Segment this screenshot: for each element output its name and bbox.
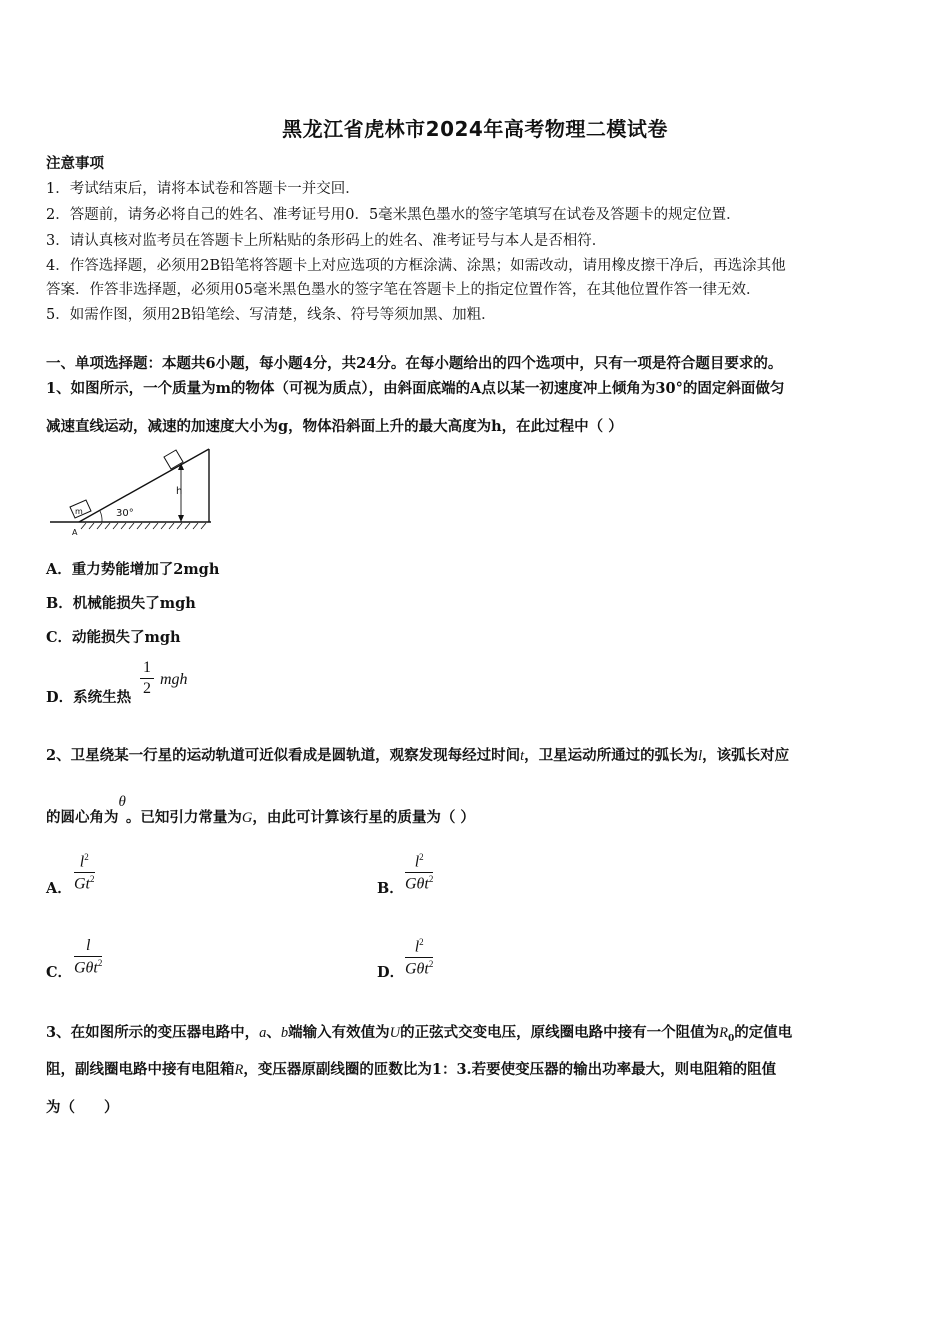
mass-label: m: [75, 507, 83, 516]
block-bottom: [70, 500, 91, 518]
q1-stem-line2: 减速直线运动，减速的加速度大小为g，物体沿斜面上升的最大高度为h，在此过程中（ ）: [46, 418, 623, 435]
q2-option-b[interactable]: B．: [377, 880, 404, 897]
fraction-denominator: Gθt: [405, 875, 429, 893]
fraction-numerator: l: [79, 853, 85, 871]
point-label: A: [72, 528, 78, 537]
q2-text: ，该弧长对应: [702, 747, 790, 764]
q2-stem-line2: [46, 794, 475, 827]
q3-var-a: a: [259, 1025, 267, 1041]
exponent: 2: [419, 852, 424, 862]
q1-option-b[interactable]: B．机械能损失了mgh: [46, 595, 196, 612]
page-title: 黑龙江省虎林市2024年高考物理二模试卷: [282, 117, 668, 141]
exponent: 2: [428, 874, 434, 885]
q2-option-b-fraction: [405, 852, 433, 894]
q3-text: 的正弦式交变电压，原线圈电路中接有一个阻值为: [400, 1024, 720, 1041]
q2-text: ，卫星运动所通过的弧长为: [524, 747, 699, 764]
notice-item: 4．作答选择题，必须用2B铅笔将答题卡上对应选项的方框涂满、涂黑；如需改动，请用橡皮擦干净后，再选涂其他: [46, 258, 786, 274]
q2-var-t: t: [520, 748, 525, 764]
q1-option-d-label: D．系统生热: [46, 689, 132, 706]
q2-var-theta: θ: [118, 794, 126, 810]
notice-item: 5．如需作图，须用2B铅笔绘、写清楚，线条、符号等须加黑、加粗．: [46, 307, 496, 323]
notice-item: 2．答题前，请务必将自己的姓名、准考证号用0．5毫米黑色墨水的签字笔填写在试卷及答题卡的规定位置．: [46, 207, 741, 223]
incline-figure: [46, 445, 216, 537]
fraction-denominator: Gθt: [405, 960, 429, 978]
notice-item: 1．考试结束后，请将本试卷和答题卡一并交回．: [46, 181, 360, 197]
notice-item: 答案．作答非选择题，必须用05毫米黑色墨水的签字笔在答题卡上的指定位置作答，在其他位置作答一律无效．: [46, 282, 761, 298]
q3-stem-line1: [46, 1021, 792, 1044]
q3-text: 3、在如图所示的变压器电路中，: [46, 1024, 260, 1041]
q1-option-c[interactable]: C．动能损失了mgh: [46, 629, 181, 646]
exponent: 2: [90, 874, 95, 885]
q3-var-R0: R: [719, 1025, 728, 1041]
q2-option-a[interactable]: A．: [46, 880, 72, 897]
fraction-denominator: Gt: [74, 875, 90, 893]
notice-heading: 注意事项: [46, 155, 104, 172]
q3-text: 端输入有效值为: [288, 1024, 390, 1041]
q2-option-c[interactable]: C．: [46, 964, 73, 981]
q3-subscript: 0: [727, 1033, 735, 1044]
fraction-numerator: l: [414, 853, 420, 871]
exponent: 2: [84, 852, 89, 862]
fraction-numerator: l: [414, 938, 420, 956]
notice-item: 3．请认真核对监考员在答题卡上所粘贴的条形码上的姓名、准考证号与本人是否相符．: [46, 233, 607, 249]
exponent: 2: [428, 959, 434, 970]
q2-option-a-fraction: [74, 852, 95, 894]
fraction-numerator: 1: [140, 659, 154, 679]
q1-option-d[interactable]: [46, 686, 131, 707]
angle-label: 30°: [116, 508, 134, 519]
q2-var-G: G: [241, 810, 253, 826]
q2-text: ，由此可计算该行星的质量为（ ）: [252, 809, 475, 826]
q2-text: 。已知引力常量为: [125, 809, 242, 826]
q3-text: 、: [266, 1024, 281, 1041]
height-label: h: [176, 486, 183, 497]
q2-option-d-fraction: [405, 937, 433, 979]
q2-var-l: l: [698, 748, 703, 764]
q1-stem-line1: 1、如图所示，一个质量为m的物体（可视为质点），由斜面底端的A点以某一初速度冲上倾角为30°的固定斜面做匀: [46, 380, 785, 397]
exponent: 2: [97, 958, 103, 968]
q2-stem-line1: [46, 744, 789, 765]
q3-var-U: U: [389, 1025, 401, 1041]
q3-text: 的定值电: [734, 1024, 793, 1041]
exponent: 2: [419, 937, 424, 947]
q2-text: 的圆心角为: [46, 809, 119, 826]
q1-option-a[interactable]: A．重力势能增加了2mgh: [46, 561, 220, 578]
q3-var-R: R: [234, 1062, 244, 1078]
q2-option-c-fraction: [74, 937, 102, 977]
fraction-denominator: Gθt: [74, 959, 98, 977]
q3-var-b: b: [280, 1025, 289, 1041]
fraction-numerator: l: [85, 937, 91, 954]
q1-option-d-fraction: [140, 659, 154, 698]
fraction-denominator: 2: [143, 680, 151, 697]
q3-text: ，变压器原副线圈的匝数比为1：3.若要使变压器的输出功率最大，则电阻箱的阻值: [243, 1061, 777, 1078]
q3-stem-line3: 为（ ）: [46, 1099, 119, 1116]
q3-stem-line2: [46, 1058, 776, 1079]
q2-text: 2、卫星绕某一行星的运动轨道可近似看成是圆轨道，观察发现每经过时间: [46, 747, 521, 764]
q1-option-d-mgh: mgh: [160, 671, 188, 688]
q3-text: 阻，副线圈电路中接有电阻箱: [46, 1061, 235, 1078]
q2-option-d[interactable]: D．: [377, 964, 405, 981]
section-heading: 一、单项选择题：本题共6小题，每小题4分，共24分。在每小题给出的四个选项中，只有一项是符合题目要求的。: [46, 355, 783, 372]
